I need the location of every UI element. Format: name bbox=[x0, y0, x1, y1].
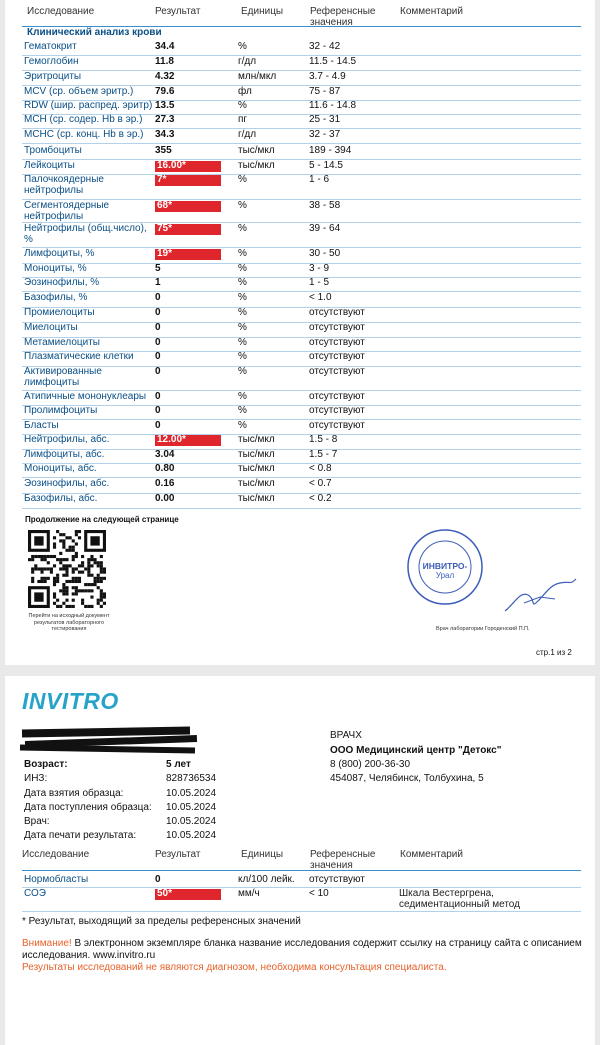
reference-range: отсутствуют bbox=[309, 366, 365, 377]
col-header-comment: Комментарий bbox=[400, 849, 463, 860]
table-row bbox=[22, 449, 581, 464]
reference-range: 189 - 394 bbox=[309, 145, 352, 156]
units-value: пг bbox=[238, 114, 248, 125]
result-value: 0 bbox=[155, 307, 161, 318]
reference-range: 11.5 - 14.5 bbox=[309, 56, 357, 67]
lab-org: ООО Медицинский центр "Детокс" bbox=[330, 745, 502, 756]
lab-address: 454087, Челябинск, Толбухина, 5 bbox=[330, 773, 484, 784]
result-value: 50* bbox=[155, 889, 221, 900]
attention-label: Внимание! bbox=[22, 938, 72, 949]
table-row bbox=[22, 174, 581, 200]
table-row bbox=[22, 420, 581, 435]
col-header-result: Результат bbox=[155, 6, 201, 17]
test-name[interactable]: RDW (шир. распред. эритр) bbox=[24, 100, 153, 111]
print-date-value: 10.05.2024 bbox=[166, 830, 217, 841]
units-value: % bbox=[238, 391, 247, 402]
result-value: 0 bbox=[155, 874, 161, 885]
units-value: фл bbox=[238, 86, 252, 97]
test-name[interactable]: Нейтрофилы (общ.число), % bbox=[24, 223, 147, 245]
units-value: % bbox=[238, 263, 247, 274]
result-value: 5 bbox=[155, 263, 161, 274]
test-name[interactable]: Нормобласты bbox=[24, 874, 89, 885]
table-row bbox=[22, 307, 581, 323]
units-value: % bbox=[238, 337, 247, 348]
comment-value: Шкала Вестергрена, седиментационный метод bbox=[399, 888, 520, 910]
test-name[interactable]: Пролимфоциты bbox=[24, 405, 98, 416]
units-value: тыс/мкл bbox=[238, 463, 275, 474]
result-value: 79.6 bbox=[155, 86, 175, 97]
test-name[interactable]: Эозинофилы, абс. bbox=[24, 478, 110, 489]
units-value: % bbox=[238, 223, 247, 234]
table-row bbox=[22, 100, 581, 115]
result-value: 0 bbox=[155, 351, 161, 362]
table-row bbox=[22, 351, 581, 367]
units-value: % bbox=[238, 200, 247, 211]
units-value: тыс/мкл bbox=[238, 493, 275, 504]
units-value: % bbox=[238, 366, 247, 377]
reference-range: 3.7 - 4.9 bbox=[309, 71, 346, 82]
result-value: 16.00* bbox=[155, 161, 221, 172]
units-value: % bbox=[238, 277, 247, 288]
doctor-signature bbox=[500, 573, 580, 618]
col-header-name: Исследование bbox=[27, 6, 95, 17]
result-value: 0 bbox=[155, 420, 161, 431]
test-name[interactable]: Тромбоциты bbox=[24, 145, 82, 156]
test-name[interactable]: Бласты bbox=[24, 420, 59, 431]
sample-received-label: Дата поступления образца: bbox=[24, 802, 152, 813]
reference-range: < 0.7 bbox=[309, 478, 332, 489]
qr-caption: Перейти на исходный документ результатов лабораторного тестирования bbox=[28, 613, 110, 632]
table-row bbox=[22, 874, 581, 888]
test-name[interactable]: Эритроциты bbox=[24, 71, 82, 82]
test-name[interactable]: Миелоциты bbox=[24, 322, 78, 333]
test-name[interactable]: Лейкоциты bbox=[24, 160, 75, 171]
result-value: 7* bbox=[155, 175, 221, 186]
test-name[interactable]: Базофилы, абс. bbox=[24, 493, 98, 504]
test-name[interactable]: Палочкоядерные нейтрофилы bbox=[24, 174, 104, 196]
test-name[interactable]: Промиелоциты bbox=[24, 307, 95, 318]
print-date-label: Дата печати результата: bbox=[24, 830, 137, 841]
result-value: 68* bbox=[155, 201, 221, 212]
test-name[interactable]: Лимфоциты, абс. bbox=[24, 449, 105, 460]
reference-range: 25 - 31 bbox=[309, 114, 341, 125]
reference-range: 5 - 14.5 bbox=[309, 160, 343, 171]
attention-note bbox=[22, 938, 582, 962]
table-row bbox=[22, 263, 581, 278]
svg-text:ИНВИТРО-: ИНВИТРО- bbox=[422, 561, 468, 571]
reference-range: 32 - 42 bbox=[309, 41, 341, 52]
units-value: % bbox=[238, 100, 247, 111]
col-header-result: Результат bbox=[155, 849, 201, 860]
table-row bbox=[22, 41, 581, 56]
test-name[interactable]: Нейтрофилы, абс. bbox=[24, 434, 110, 445]
test-name[interactable]: Моноциты, абс. bbox=[24, 463, 97, 474]
test-name[interactable]: Базофилы, % bbox=[24, 292, 88, 303]
result-value: 27.3 bbox=[155, 114, 175, 125]
units-value: тыс/мкл bbox=[238, 478, 275, 489]
units-value: г/дл bbox=[238, 129, 257, 140]
reference-range: отсутствуют bbox=[309, 391, 365, 402]
result-value: 0.16 bbox=[155, 478, 175, 489]
qr-code[interactable] bbox=[28, 530, 106, 608]
units-value: тыс/мкл bbox=[238, 449, 275, 460]
reference-range: 1.5 - 8 bbox=[309, 434, 338, 445]
reference-range: < 0.2 bbox=[309, 493, 332, 504]
reference-range: 1 - 5 bbox=[309, 277, 330, 288]
table-row bbox=[22, 129, 581, 144]
result-value: 11.8 bbox=[155, 56, 174, 67]
footnote: * Результат, выходящий за пределы референсных значений bbox=[22, 916, 301, 927]
result-value: 34.3 bbox=[155, 129, 175, 140]
reference-range: 32 - 37 bbox=[309, 129, 341, 140]
age-value: 5 лет bbox=[166, 759, 191, 770]
report-page-1 bbox=[5, 0, 595, 665]
result-value: 0 bbox=[155, 405, 161, 416]
test-name[interactable]: MCV (ср. объем эритр.) bbox=[24, 86, 134, 97]
table-row bbox=[22, 322, 581, 338]
units-value: г/дл bbox=[238, 56, 257, 67]
attention-text: В электронном экземпляре бланка название исследования содержит ссылку на страницу сайта с описанием исследования. www.invitro.ru bbox=[22, 938, 582, 961]
doctor-caption: Врач лаборатории Городенский П.П. bbox=[436, 626, 530, 632]
reference-range: < 10 bbox=[309, 888, 329, 899]
test-name[interactable]: Плазматические клетки bbox=[24, 351, 134, 362]
col-header-units: Единицы bbox=[241, 6, 284, 17]
sample-received-value: 10.05.2024 bbox=[166, 802, 217, 813]
col-header-comment: Комментарий bbox=[400, 6, 463, 17]
result-value: 1 bbox=[155, 277, 161, 288]
table-row bbox=[22, 71, 581, 86]
test-name[interactable]: Моноциты, % bbox=[24, 263, 87, 274]
header-divider bbox=[22, 870, 581, 871]
table-row bbox=[22, 145, 581, 160]
reference-range: отсутствуют bbox=[309, 874, 365, 885]
reference-range: < 0.8 bbox=[309, 463, 332, 474]
table-row bbox=[22, 160, 581, 175]
lab-phone: 8 (800) 200-36-30 bbox=[330, 759, 411, 770]
table-row bbox=[22, 434, 581, 450]
test-name[interactable]: Гемоглобин bbox=[24, 56, 79, 67]
units-value: тыс/мкл bbox=[238, 434, 275, 445]
result-value: 0 bbox=[155, 391, 161, 402]
table-row bbox=[22, 888, 581, 912]
table-row bbox=[22, 391, 581, 406]
age-label: Возраст: bbox=[24, 759, 68, 770]
units-value: % bbox=[238, 351, 247, 362]
result-value: 13.5 bbox=[155, 100, 175, 111]
test-name[interactable]: Атипичные мононуклеары bbox=[24, 391, 147, 402]
doctor-value: 10.05.2024 bbox=[166, 816, 217, 827]
result-value: 12.00* bbox=[155, 435, 221, 446]
col-header-name: Исследование bbox=[22, 849, 90, 860]
result-value: 19* bbox=[155, 249, 221, 260]
table-row bbox=[22, 463, 581, 478]
units-value: млн/мкл bbox=[238, 71, 277, 82]
reference-range: отсутствуют bbox=[309, 405, 365, 416]
table-row bbox=[22, 114, 581, 129]
test-name[interactable]: Эозинофилы, % bbox=[24, 277, 100, 288]
units-value: % bbox=[238, 420, 247, 431]
units-value: % bbox=[238, 292, 247, 303]
reference-range: 75 - 87 bbox=[309, 86, 341, 97]
units-value: % bbox=[238, 174, 247, 185]
test-name[interactable]: Сегментоядерные нейтрофилы bbox=[24, 200, 110, 222]
units-value: % bbox=[238, 41, 247, 52]
page-number: стр.1 из 2 bbox=[536, 648, 572, 657]
test-name[interactable]: СОЭ bbox=[24, 888, 46, 899]
table-row bbox=[22, 337, 581, 352]
reference-range: отсутствуют bbox=[309, 420, 365, 431]
result-value: 75* bbox=[155, 224, 221, 235]
result-value: 0 bbox=[155, 337, 161, 348]
result-value: 0.80 bbox=[155, 463, 175, 474]
col-header-ref: Референсные значения bbox=[310, 6, 376, 28]
result-value: 0 bbox=[155, 322, 161, 333]
disclaimer: Результаты исследований не являются диагнозом, необходима консультация специалиста. bbox=[22, 962, 447, 973]
col-header-ref: Референсные значения bbox=[310, 849, 376, 871]
reference-range: 11.6 - 14.8 bbox=[309, 100, 357, 111]
reference-range: 30 - 50 bbox=[309, 248, 341, 259]
reference-range: отсутствуют bbox=[309, 351, 365, 362]
test-name[interactable]: MCH (ср. содер. Hb в эр.) bbox=[24, 114, 143, 125]
section-title: Клинический анализ крови bbox=[27, 27, 162, 38]
inz-label: ИНЗ: bbox=[24, 773, 48, 784]
reference-range: отсутствуют bbox=[309, 307, 365, 318]
units-value: кл/100 лейк. bbox=[238, 874, 295, 885]
test-name[interactable]: Гематокрит bbox=[24, 41, 77, 52]
reference-range: 39 - 64 bbox=[309, 223, 341, 234]
doctor-label: Врач: bbox=[24, 816, 50, 827]
reference-range: 3 - 9 bbox=[309, 263, 330, 274]
units-value: тыс/мкл bbox=[238, 145, 275, 156]
reference-range: < 1.0 bbox=[309, 292, 332, 303]
continue-note: Продолжение на следующей странице bbox=[25, 515, 179, 524]
sample-taken-label: Дата взятия образца: bbox=[24, 788, 124, 799]
table-row bbox=[22, 56, 581, 71]
table-row bbox=[22, 366, 581, 391]
reference-range: 1.5 - 7 bbox=[309, 449, 338, 460]
result-value: 0 bbox=[155, 366, 161, 377]
units-value: % bbox=[238, 405, 247, 416]
units-value: % bbox=[238, 307, 247, 318]
units-value: % bbox=[238, 322, 247, 333]
inz-value: 828736534 bbox=[166, 773, 217, 784]
units-value: % bbox=[238, 248, 247, 259]
reference-range: 1 - 6 bbox=[309, 174, 330, 185]
units-value: тыс/мкл bbox=[238, 160, 275, 171]
table-row bbox=[22, 86, 581, 101]
invitro-logo: INVITRO bbox=[22, 688, 119, 714]
sample-taken-value: 10.05.2024 bbox=[166, 788, 217, 799]
units-value: мм/ч bbox=[238, 888, 260, 899]
table-row bbox=[22, 292, 581, 308]
result-value: 34.4 bbox=[155, 41, 175, 52]
reference-range: 38 - 58 bbox=[309, 200, 341, 211]
result-value: 0.00 bbox=[155, 493, 175, 504]
reference-range: отсутствуют bbox=[309, 322, 365, 333]
result-value: 355 bbox=[155, 145, 172, 156]
reference-range: отсутствуют bbox=[309, 337, 365, 348]
col-header-units: Единицы bbox=[241, 849, 284, 860]
table-row bbox=[22, 200, 581, 223]
svg-text:Урал: Урал bbox=[435, 571, 455, 580]
result-value: 4.32 bbox=[155, 71, 175, 82]
test-name[interactable]: Метамиелоциты bbox=[24, 337, 100, 348]
table-row bbox=[22, 277, 581, 292]
table-row bbox=[22, 405, 581, 420]
table-row bbox=[22, 478, 581, 494]
table-row bbox=[22, 248, 581, 264]
result-value: 3.04 bbox=[155, 449, 175, 460]
lab-title: ВРАЧХ bbox=[330, 730, 362, 741]
table-row bbox=[22, 493, 581, 509]
lab-stamp bbox=[405, 527, 485, 607]
table-row bbox=[22, 223, 581, 248]
test-name[interactable]: Лимфоциты, % bbox=[24, 248, 95, 259]
result-value: 0 bbox=[155, 292, 161, 303]
test-name[interactable]: MCHC (ср. конц. Hb в эр.) bbox=[24, 129, 144, 140]
test-name[interactable]: Активированные лимфоциты bbox=[24, 366, 102, 388]
